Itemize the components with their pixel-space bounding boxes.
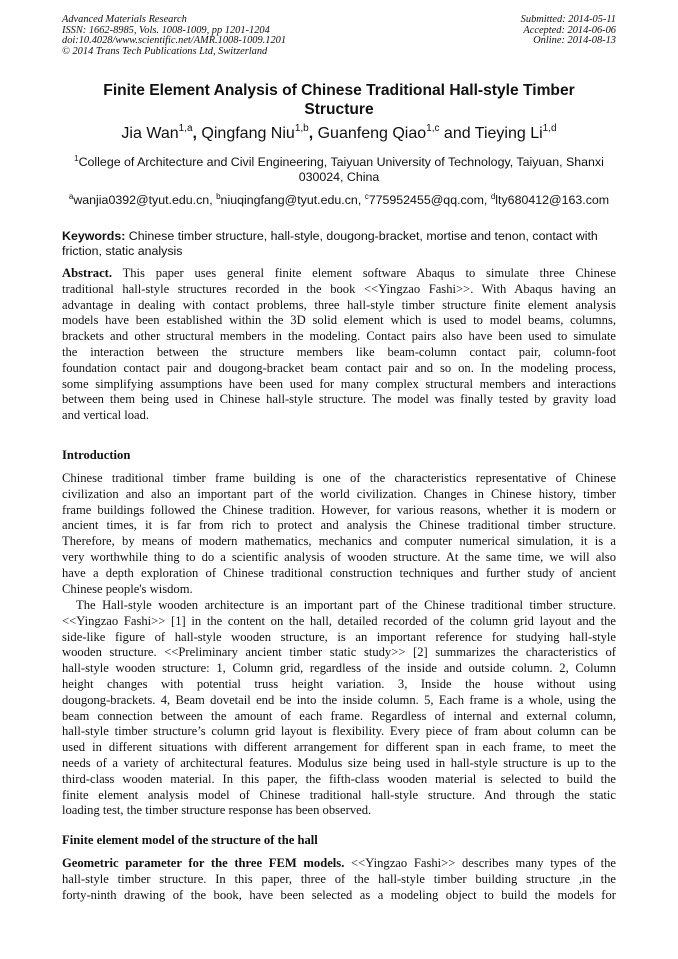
abstract-line: traditional hall-style structures recorded in the book <<Yingzao Fashi>>. With Abaqus having an bbox=[62, 281, 616, 296]
paragraph-line: Chinese people's wisdom. bbox=[62, 581, 193, 596]
affiliation bbox=[62, 155, 616, 185]
accepted-date: Accepted: 2014-06-06 bbox=[523, 24, 616, 36]
paragraph-line: side-like figure of hall-style wooden structure, is an important reference for studying hall-style bbox=[62, 629, 616, 644]
author-name: Qingfang Niu bbox=[201, 125, 295, 142]
paragraph-line: loading test, the timber structure response has been observed. bbox=[62, 803, 372, 818]
paragraph-line: ancient times, it is far from rich to protect and analysis the Chinese traditional timber structure. bbox=[62, 518, 616, 533]
title-line-1: Finite Element Analysis of Chinese Traditional Hall-style Timber bbox=[103, 82, 575, 99]
doi-line: doi:10.4028/www.scientific.net/AMR.1008-1009.1201 bbox=[62, 35, 287, 47]
email-mark: b bbox=[216, 192, 221, 201]
introduction-heading: Introduction bbox=[62, 448, 131, 462]
paragraph-line: height changes with potential truss height variation. 3, Inside the house without using bbox=[62, 676, 616, 691]
issn-line: ISSN: 1662-8985, Vols. 1008-1009, pp 1201-1204 bbox=[62, 24, 270, 36]
paragraph-line: frame buildings followed the Chinese tradition. However, for various reasons, whether it is modern or bbox=[62, 502, 616, 517]
abstract bbox=[62, 266, 616, 424]
author-name: Tieying Li bbox=[474, 125, 543, 142]
author-separator: , bbox=[192, 125, 202, 142]
abstract-line: some simplifying assumptions have been used for many complex structural members and interactions bbox=[62, 376, 616, 391]
paragraph-line: Chinese traditional timber frame building is one of the characteristics representative of Chinese bbox=[62, 471, 616, 485]
subsection-label: Geometric parameter for the three FEM models. bbox=[62, 856, 345, 870]
introduction-paragraph-2 bbox=[62, 598, 616, 819]
author-list bbox=[62, 124, 616, 144]
journal-name: Advanced Materials Research bbox=[62, 14, 187, 25]
keywords-line-1: Chinese timber structure, hall-style, dougong-bracket, mortise and tenon, contact with bbox=[125, 229, 598, 243]
paragraph-line: very worthwhile thing to do a scientific analysis of wooden structure. At the same time, we will also bbox=[62, 549, 616, 564]
author-separator: , bbox=[308, 125, 318, 142]
journal-info bbox=[62, 15, 286, 57]
abstract-line: This paper uses general finite element software Abaqus to simulate three Chinese bbox=[112, 266, 616, 280]
email-mark: a bbox=[68, 192, 74, 201]
keywords bbox=[62, 229, 616, 259]
paper-title bbox=[62, 82, 616, 119]
paragraph-line: hall-style timber structure. In this paper, three of the hall-style timber building structure ,in the bbox=[62, 871, 616, 886]
author-name: Guanfeng Qiao bbox=[317, 125, 427, 142]
affiliation-mark: 1 bbox=[74, 154, 79, 163]
online-date: Online: 2014-08-13 bbox=[533, 35, 616, 47]
submission-dates bbox=[521, 15, 616, 47]
email-address[interactable]: niuqingfang@tyut.edu.cn, bbox=[220, 193, 365, 207]
author-affil-mark: 1,c bbox=[426, 123, 440, 134]
abstract-line: between them being used in Chinese hall-style structure. The model was finally tested by gravity load bbox=[62, 392, 616, 407]
paragraph-line: forty-ninth drawing of the book, have been selected as a modeling object to build the models for bbox=[62, 887, 616, 902]
author-separator: and bbox=[439, 125, 475, 142]
keywords-label: Keywords: bbox=[62, 229, 126, 243]
author-name: Jia Wan bbox=[121, 125, 179, 142]
paragraph-line: third-class wooden material. In this paper, the fifth-class wooden material is selected to build the bbox=[62, 771, 616, 786]
section-paragraph bbox=[62, 856, 616, 903]
email-list bbox=[62, 193, 616, 208]
paragraph-line: beam connection between the amount of each frame. Regardless of internal and external column, bbox=[62, 708, 616, 723]
title-line-2: Structure bbox=[304, 100, 374, 118]
author-affil-mark: 1,d bbox=[542, 123, 557, 134]
author-affil-mark: 1,b bbox=[294, 123, 309, 134]
paragraph-line: civilization and also an important part of the world civilization. Changes in Chinese history, timber bbox=[62, 486, 616, 501]
paragraph-line: Therefore, by means of modern mathematics, mechanics and computer numerical simulation, it is a bbox=[62, 534, 616, 549]
abstract-line: brackets and other structural members in the modeling. Contact pairs also have been used to simulate bbox=[62, 329, 616, 344]
email-mark: c bbox=[364, 192, 369, 201]
introduction-paragraph-1 bbox=[62, 471, 616, 597]
paragraph-line: needs of a variety of architectural features. Modulus size being used in hall-style structure is up to the bbox=[62, 755, 616, 770]
abstract-line: advantage in dealing with contact problems, three hall-style timber structure finite element analysis bbox=[62, 297, 616, 312]
abstract-line: the interaction between the structure members like beam-column contact pair, column-foot bbox=[62, 344, 616, 359]
paragraph-line: hall-style timber structure’s column grid layout is flexibility. Every piece of fram about column can be bbox=[62, 724, 616, 739]
email-address[interactable]: 775952455@qq.com, bbox=[368, 193, 491, 207]
keywords-line-2: friction, static analysis bbox=[62, 244, 183, 258]
author-affil-mark: 1,a bbox=[178, 123, 193, 134]
abstract-label: Abstract. bbox=[62, 266, 113, 280]
affiliation-line-2: 030024, China bbox=[298, 170, 380, 184]
paragraph-line: <<Yingzao Fashi>> [1] in the content on the hall, detailed recorded of the column grid layout and the bbox=[62, 613, 616, 628]
paragraph-line: hall-style wooden structure: 1, Column grid, regardless of the inside and outside column. 2, Column bbox=[62, 661, 616, 676]
paragraph-line: <<Yingzao Fashi>> describes many types of the bbox=[344, 856, 616, 870]
paragraph-line: finite element analysis model of Chinese traditional hall-style structure. And through the static bbox=[62, 787, 616, 802]
submitted-date: Submitted: 2014-05-11 bbox=[520, 14, 616, 25]
paragraph-line: dougong-brackets. 4, Beam dovetail end be into the inside column. 5, Each frame is a whole, using the bbox=[62, 692, 616, 707]
abstract-line: models have been established within the 3D solid element which is used to model beams, columns, bbox=[62, 313, 616, 328]
paragraph-line: have a depth exploration of Chinese traditional construction techniques and further study of ancient bbox=[62, 565, 616, 580]
email-mark: d bbox=[490, 192, 496, 201]
paragraph-line: used in different situations with different arrangement for different span in each frame, to meet the bbox=[62, 740, 616, 755]
paragraph-line: The Hall-style wooden architecture is an important part of the Chinese traditional timber structure. bbox=[76, 598, 616, 612]
email-address[interactable]: wanjia0392@tyut.edu.cn, bbox=[73, 193, 217, 207]
affiliation-line-1: College of Architecture and Civil Engineering, Taiyuan University of Technology, Taiyuan, Shanxi bbox=[78, 155, 604, 169]
paragraph-line: wooden structure. <<Preliminary ancient timber static study>> [2] summarizes the characteristics of bbox=[62, 645, 616, 660]
email-address[interactable]: lty680412@163.com bbox=[495, 193, 610, 207]
abstract-line: foundation contact pair and dougong-bracket beam contact pair and so on. In the modeling process, bbox=[62, 360, 616, 375]
copyright-line: © 2014 Trans Tech Publications Ltd, Switzerland bbox=[62, 45, 268, 57]
abstract-line: and vertical load. bbox=[62, 408, 150, 423]
section-heading: Finite element model of the structure of the hall bbox=[62, 833, 318, 847]
